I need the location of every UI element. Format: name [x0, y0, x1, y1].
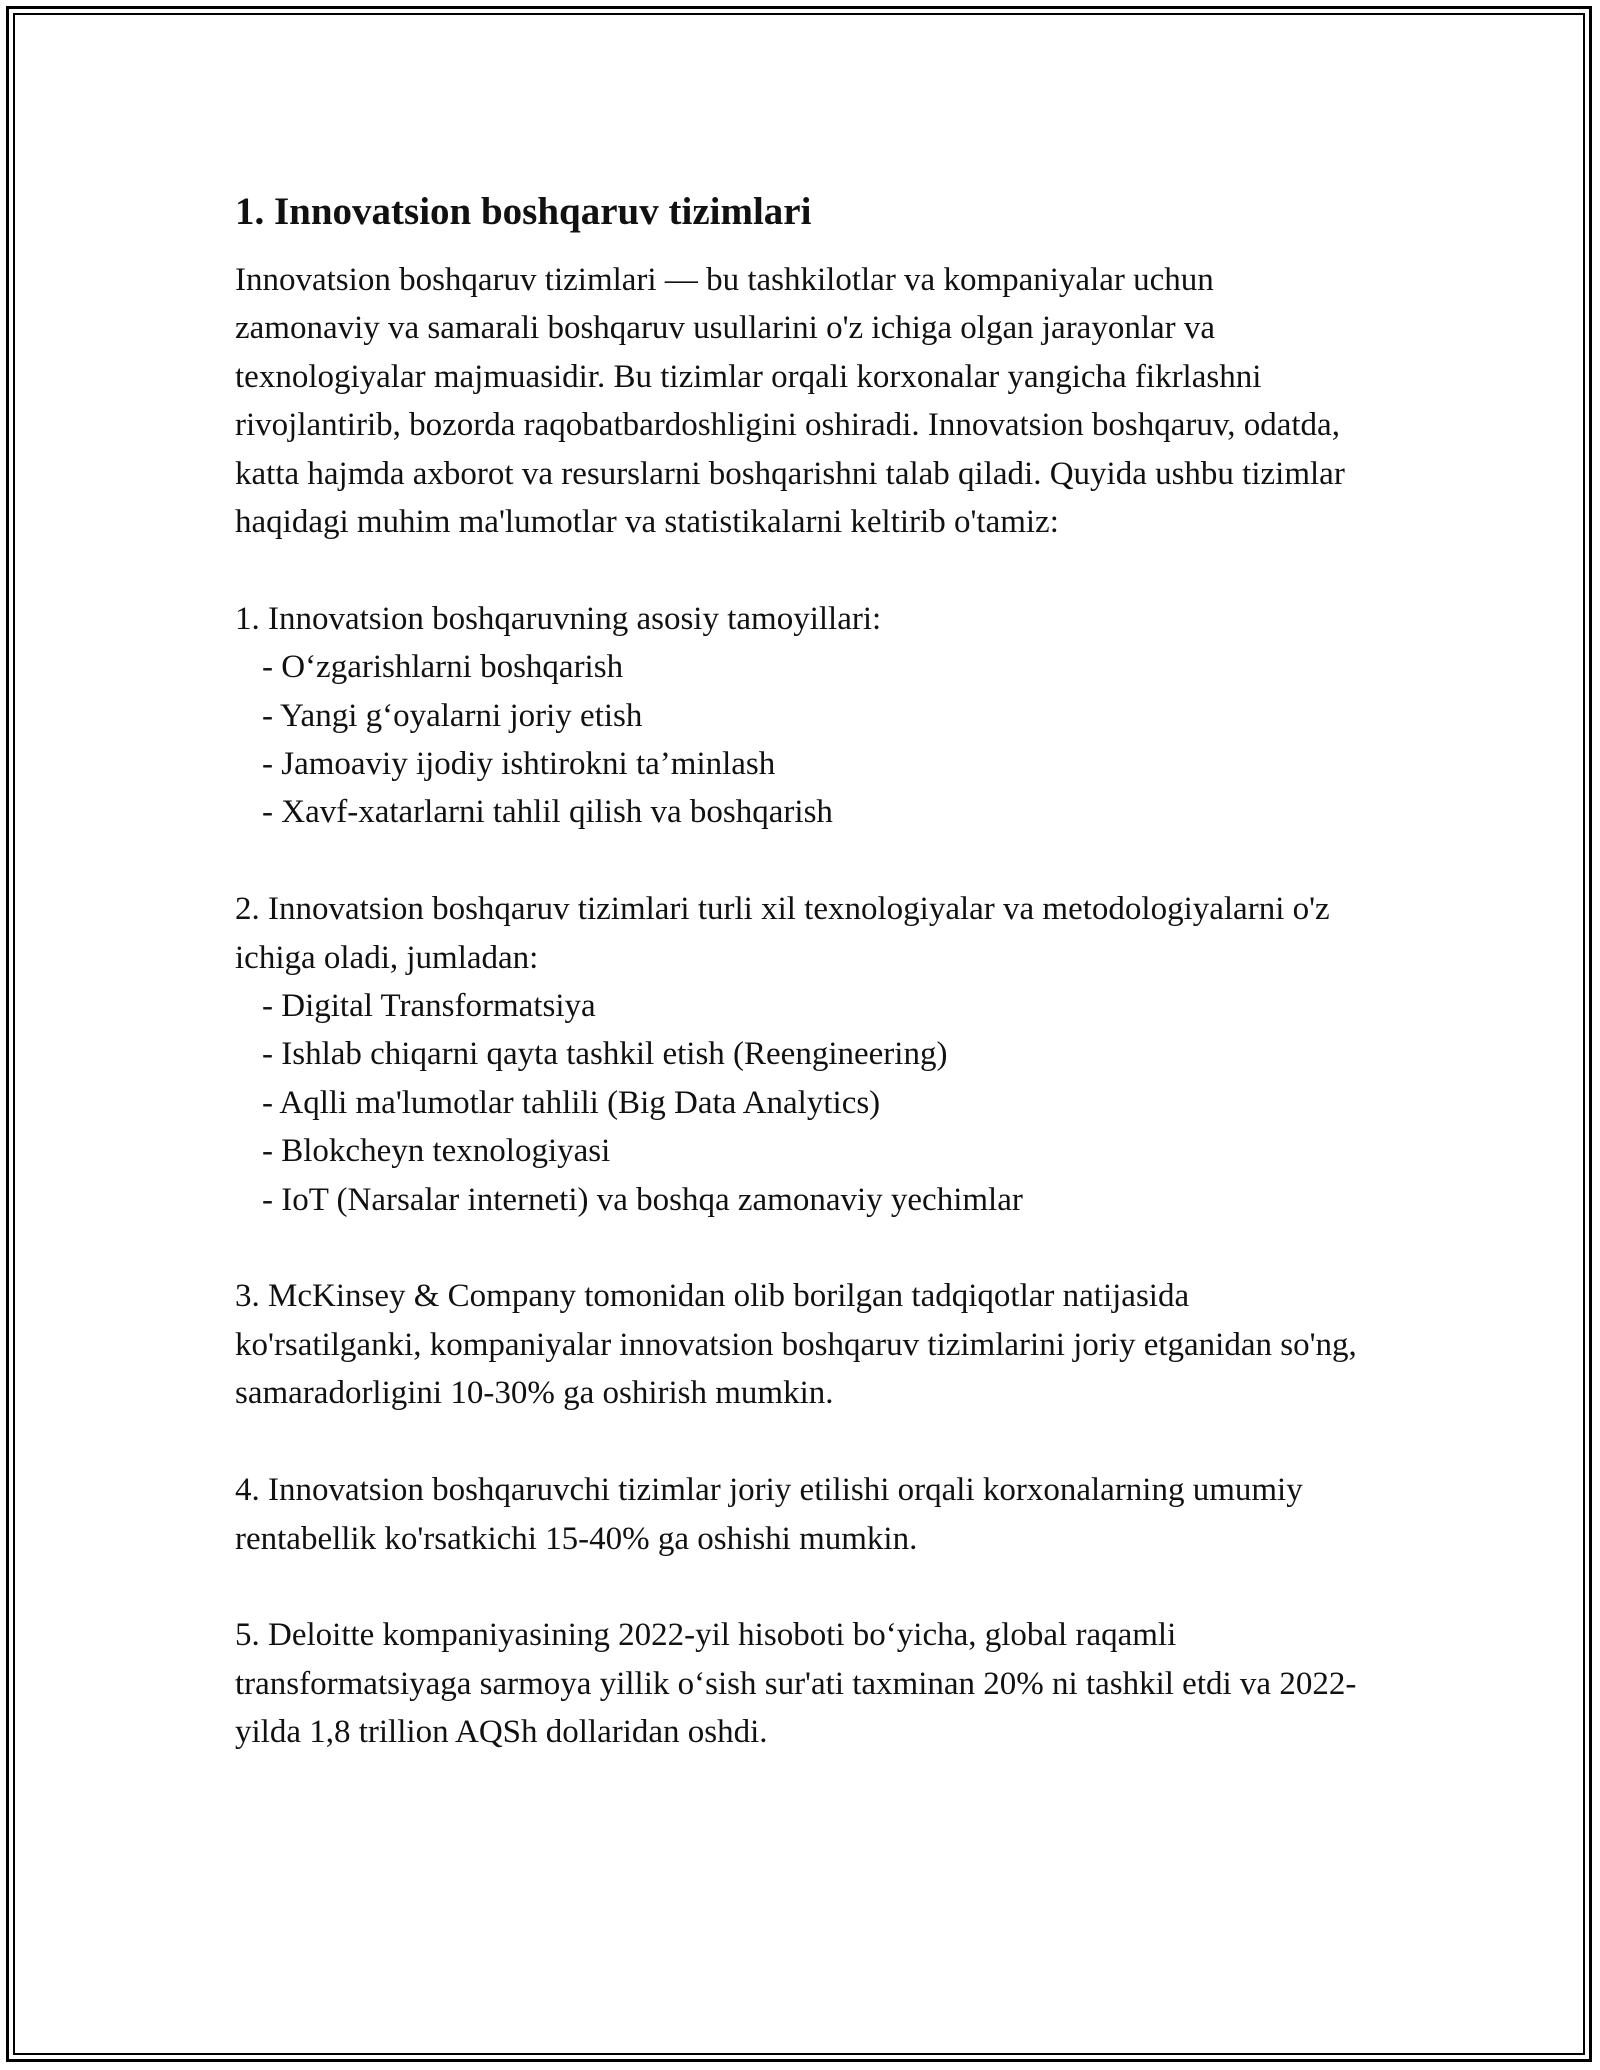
section-paragraph: 5. Deloitte kompaniyasining 2022-yil hisoboti bo‘yicha, global raqamli transformatsiyaga sarmoya yillik o‘sish sur'ati taxminan 20% ni tashkil etdi va 2022-yilda 1,8 trillion AQSh dollaridan oshdi.: [235, 1617, 1357, 1751]
document-body: [235, 184, 1365, 1757]
section-1: [235, 595, 1365, 837]
list-item: - Ishlab chiqarni qayta tashkil etish (Reengineering): [262, 1036, 948, 1073]
list-item: - Xavf-xatarlarni tahlil qilish va boshqarish: [262, 794, 833, 831]
bullet-list: [235, 643, 1365, 837]
intro-paragraph: Innovatsion boshqaruv tizimlari — bu tashkilotlar va kompaniyalar uchun zamonaviy va samarali boshqaruv usullarini o'z ichiga olgan jarayonlar va texnologiyalar majmuasidir. Bu tizimlar orqali korxonalar yangicha fikrlashni rivojlantirib, bozorda raqobatbardoshligini oshiradi. Innovatsion boshqaruv, odatda, katta hajmda axborot va resurslarni boshqarishni talab qiladi. Quyida ushbu tizimlar haqidagi muhim ma'lumotlar va statistikalarni keltirib o'tamiz:: [235, 262, 1345, 541]
section-heading: 1. Innovatsion boshqaruvning asosiy tamoyillari:: [235, 600, 882, 637]
list-item: - Blokcheyn texnologiyasi: [262, 1133, 611, 1170]
list-item: - IoT (Narsalar interneti) va boshqa zamonaviy yechimlar: [262, 1181, 1023, 1218]
list-item: - Yangi g‘oyalarni joriy etish: [262, 697, 643, 734]
section-paragraph: 4. Innovatsion boshqaruvchi tizimlar joriy etilishi orqali korxonalarning umumiy rentabellik ko'rsatkichi 15-40% ga oshishi mumkin.: [235, 1472, 1303, 1557]
section-2: [235, 885, 1365, 1224]
list-item: - O‘zgarishlarni boshqarish: [262, 649, 624, 686]
list-item: - Aqlli ma'lumotlar tahlili (Big Data Analytics): [262, 1084, 881, 1121]
bullet-list: [235, 982, 1365, 1224]
section-paragraph: 3. McKinsey & Company tomonidan olib borilgan tadqiqotlar natijasida ko'rsatilganki, kompaniyalar innovatsion boshqaruv tizimlarini joriy etganidan so'ng, samaradorligini 10-30% ga oshirish mumkin.: [235, 1278, 1357, 1412]
section-heading: 2. Innovatsion boshqaruv tizimlari turli xil texnologiyalar va metodologiyalarni o'z ichiga oladi, jumladan:: [235, 891, 1330, 976]
document-title: 1. Innovatsion boshqaruv tizimlari: [235, 190, 812, 233]
section-3: [235, 1272, 1365, 1417]
section-5: [235, 1611, 1365, 1756]
list-item: - Jamoaviy ijodiy ishtirokni ta’minlash: [262, 746, 776, 783]
section-4: [235, 1466, 1365, 1563]
list-item: - Digital Transformatsiya: [262, 988, 596, 1025]
